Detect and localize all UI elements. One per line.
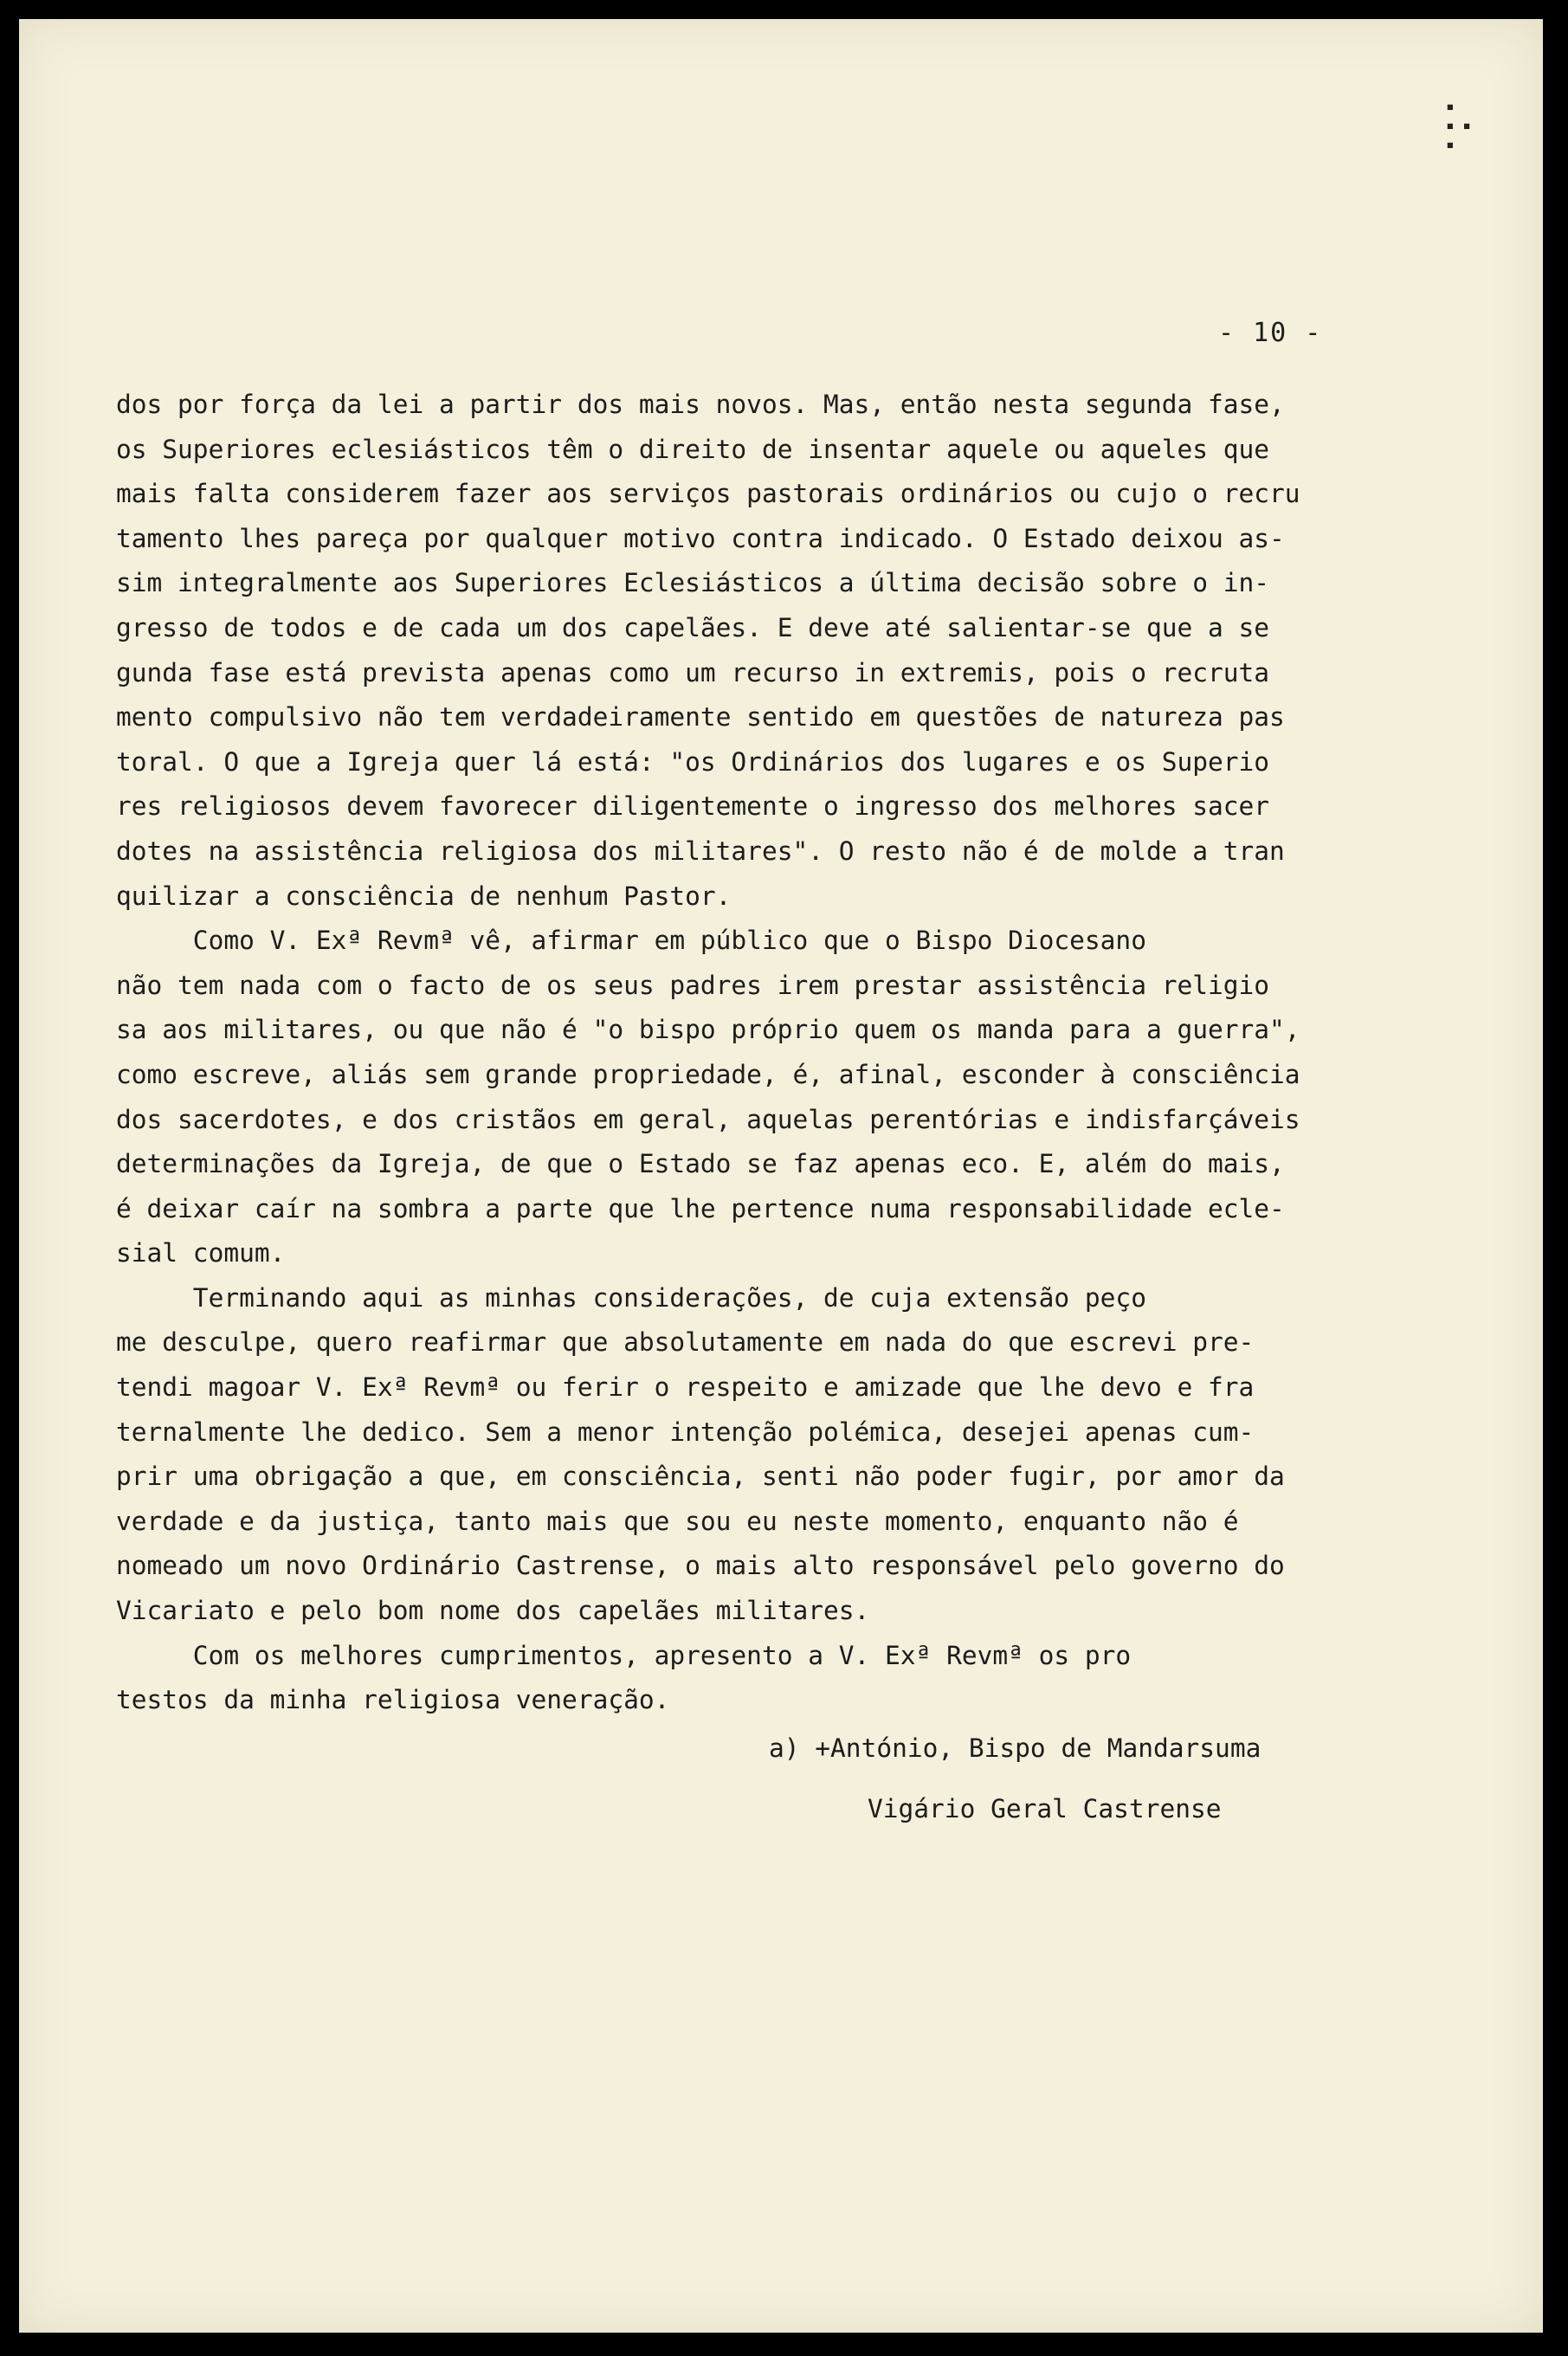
text-line: quilizar a consciência de nenhum Pastor. bbox=[116, 881, 732, 911]
text-line: mais falta considerem fazer aos serviços pastorais ordinários ou cujo o recru bbox=[116, 479, 1300, 509]
text-line: tendi magoar V. Exª Revmª ou ferir o respeito e amizade que lhe devo e fra bbox=[116, 1372, 1255, 1403]
letter-body bbox=[116, 383, 1363, 1723]
text-line: prir uma obrigação a que, em consciência, senti não poder fugir, por amor da bbox=[116, 1462, 1285, 1492]
text-line: mento compulsivo não tem verdadeiramente sentido em questões de natureza pas bbox=[116, 702, 1285, 733]
text-line: verdade e da justiça, tanto mais que sou eu neste momento, enquanto não é bbox=[116, 1506, 1239, 1536]
margin-mark: ▪ ▪ bbox=[1446, 117, 1471, 133]
text-line: os Superiores eclesiásticos têm o direito de insentar aquele ou aqueles que bbox=[116, 434, 1270, 464]
text-line: não tem nada com o facto de os seus padres irem prestar assistência religio bbox=[116, 970, 1270, 1000]
text-line: dotes na assistência religiosa dos militares". O resto não é de molde a tran bbox=[116, 836, 1285, 866]
text-line: tamento lhes pareça por qualquer motivo contra indicado. O Estado deixou as- bbox=[116, 523, 1285, 553]
margin-mark: ▪ bbox=[1446, 136, 1455, 152]
text-line: res religiosos devem favorecer diligentemente o ingresso dos melhores sacer bbox=[116, 791, 1270, 822]
text-line: Como V. Exª Revmª vê, afirmar em público que o Bispo Diocesano bbox=[116, 926, 1146, 956]
page-number: - 10 - bbox=[1218, 318, 1323, 348]
text-line: nomeado um novo Ordinário Castrense, o mais alto responsável pelo governo do bbox=[116, 1551, 1285, 1581]
text-line: dos por força da lei a partir dos mais novos. Mas, então nesta segunda fase, bbox=[116, 390, 1285, 419]
text-line: me desculpe, quero reafirmar que absolutamente em nada do que escrevi pre- bbox=[116, 1327, 1255, 1358]
margin-mark: ▪ bbox=[1446, 98, 1455, 114]
text-line: Vicariato e pelo bom nome dos capelães militares. bbox=[116, 1596, 870, 1626]
text-line: como escreve, aliás sem grande propriedade, é, afinal, esconder à consciência bbox=[116, 1059, 1300, 1089]
text-line: ternalmente lhe dedico. Sem a menor intenção polémica, desejei apenas cum- bbox=[116, 1417, 1255, 1447]
text-line: testos da minha religiosa veneração. bbox=[116, 1685, 670, 1715]
text-line: dos sacerdotes, e dos cristãos em geral, aquelas perentórias e indisfarçáveis bbox=[116, 1104, 1300, 1134]
signature-name: a) +António, Bispo de Mandarsuma bbox=[769, 1733, 1261, 1763]
document-page bbox=[19, 19, 1543, 2333]
text-line: sim integralmente aos Superiores Eclesiásticos a última decisão sobre o in- bbox=[116, 568, 1270, 598]
signature-title: Vigário Geral Castrense bbox=[868, 1794, 1222, 1823]
text-line: sa aos militares, ou que não é "o bispo próprio quem os manda para a guerra", bbox=[116, 1015, 1300, 1045]
text-line: é deixar caír na sombra a parte que lhe pertence numa responsabilidade ecle- bbox=[116, 1193, 1285, 1223]
text-line: gunda fase está prevista apenas como um recurso in extremis, pois o recruta bbox=[116, 657, 1270, 687]
text-line: Terminando aqui as minhas considerações, de cuja extensão peço bbox=[116, 1282, 1146, 1313]
text-line: toral. O que a Igreja quer lá está: "os Ordinários dos lugares e os Superio bbox=[116, 746, 1270, 777]
text-line: determinações da Igreja, de que o Estado se faz apenas eco. E, além do mais, bbox=[116, 1149, 1285, 1179]
margin-marks bbox=[1446, 97, 1471, 154]
text-line: gresso de todos e de cada um dos capelães. E deve até salientar-se que a se bbox=[116, 612, 1270, 642]
text-line: Com os melhores cumprimentos, apresento a V. Exª Revmª os pro bbox=[116, 1640, 1132, 1670]
text-line: sial comum. bbox=[116, 1238, 286, 1268]
